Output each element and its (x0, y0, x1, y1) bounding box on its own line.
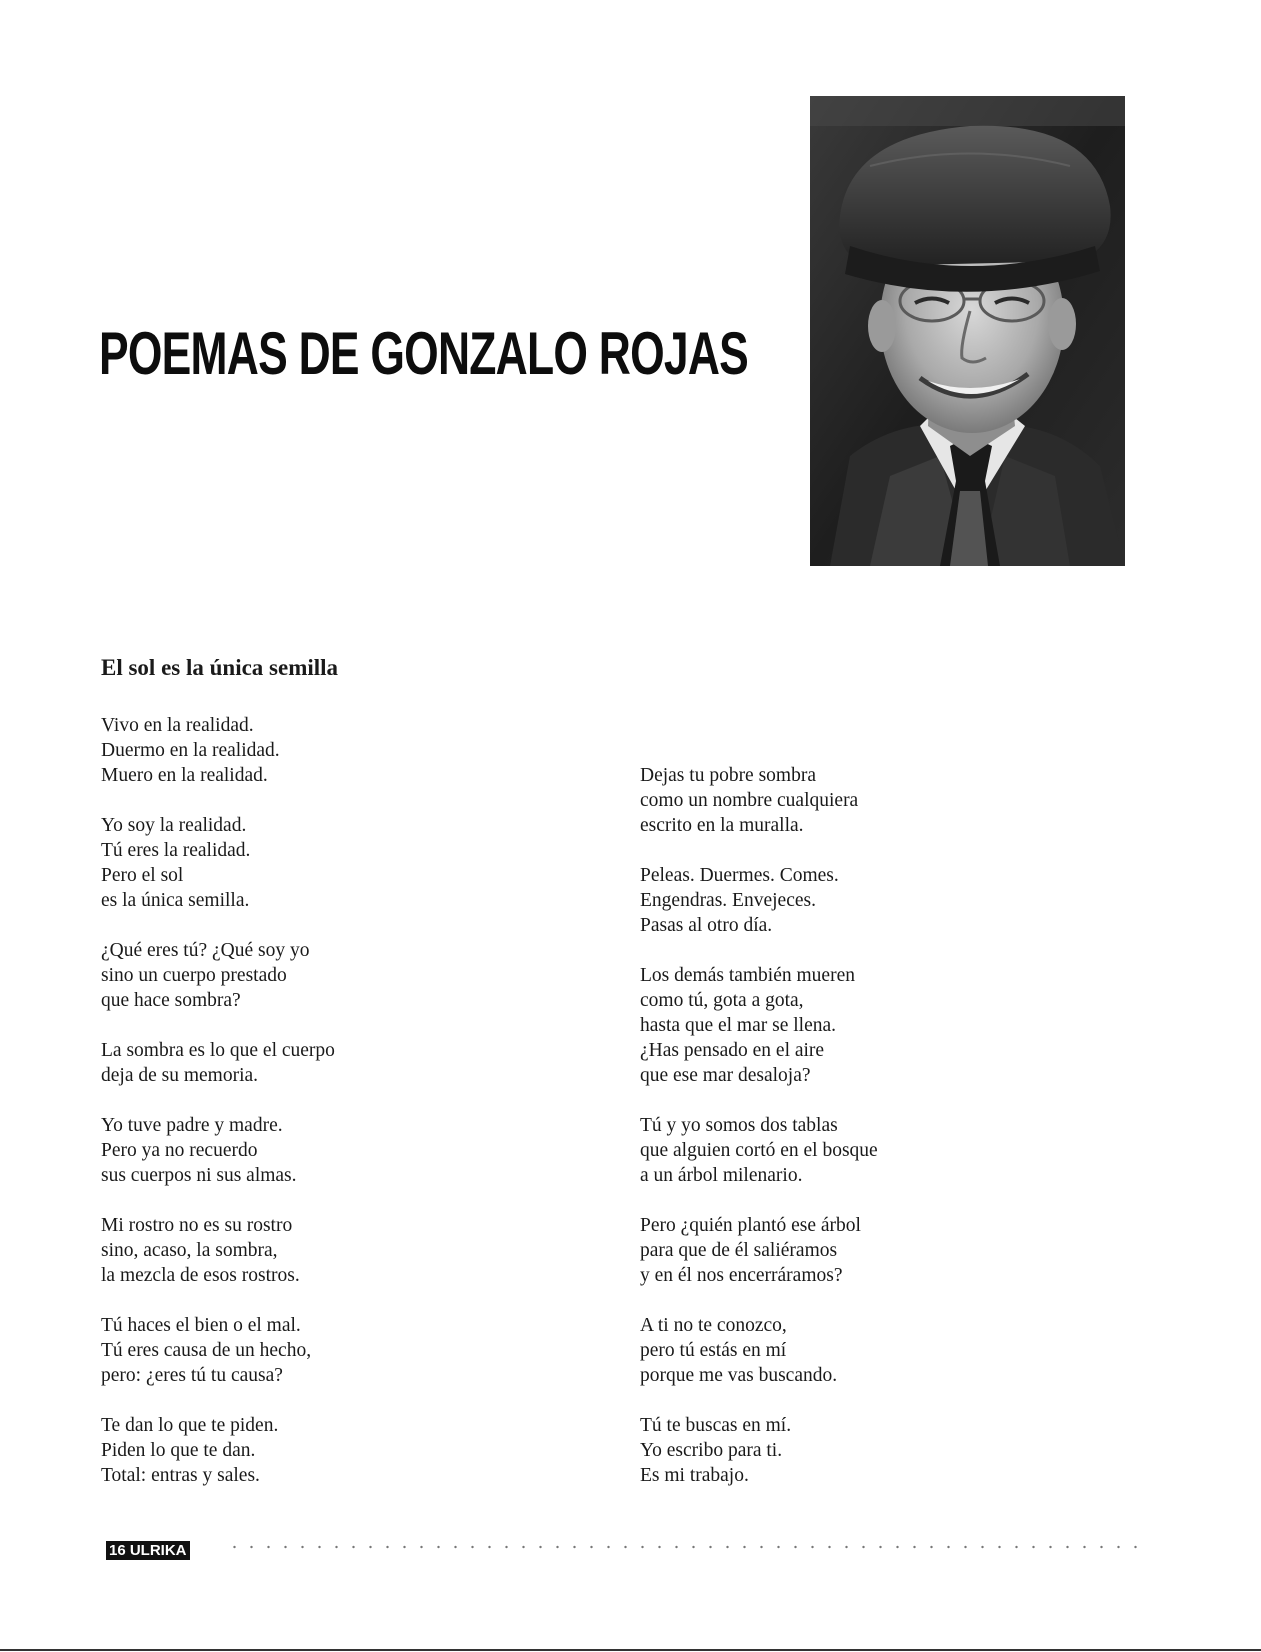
verse-line: Pero ya no recuerdo (101, 1140, 258, 1161)
poem-column-right (640, 763, 878, 1513)
verse-line: escrito en la muralla. (640, 815, 804, 836)
verse-line: que alguien cortó en el bosque (640, 1140, 878, 1161)
verse-line: pero tú estás en mí (640, 1340, 787, 1361)
verse-line: y en él nos encerráramos? (640, 1265, 843, 1286)
verse-line: Pasas al otro día. (640, 915, 773, 936)
stanza (640, 1313, 878, 1388)
verse-line: deja de su memoria. (101, 1065, 259, 1086)
poem-title: El sol es la única semilla (101, 655, 339, 680)
stanza (101, 813, 335, 913)
stanza (101, 1113, 335, 1188)
verse-line: Pero ¿quién plantó ese árbol (640, 1215, 861, 1236)
page-bottom-rule (0, 1649, 1261, 1651)
verse-line: Te dan lo que te piden. (101, 1415, 279, 1436)
portrait-photo-icon (810, 96, 1125, 566)
verse-line: Dejas tu pobre sombra (640, 765, 816, 786)
verse-line: Los demás también mueren (640, 965, 855, 986)
stanza (101, 938, 335, 1013)
stanza (640, 1213, 878, 1288)
stanza (640, 763, 878, 838)
verse-line: Yo escribo para ti. (640, 1440, 783, 1461)
poem-column-left (101, 713, 335, 1513)
stanza (101, 1313, 335, 1388)
verse-line: Vivo en la realidad. (101, 715, 254, 736)
verse-line: Es mi trabajo. (640, 1465, 749, 1486)
verse-line: Mi rostro no es su rostro (101, 1215, 293, 1236)
stanza (101, 713, 335, 788)
verse-line: pero: ¿eres tú tu causa? (101, 1365, 283, 1386)
stanza (640, 963, 878, 1088)
verse-line: A ti no te conozco, (640, 1315, 787, 1336)
verse-line: es la única semilla. (101, 890, 250, 911)
verse-line: Peleas. Duermes. Comes. (640, 865, 839, 886)
verse-line: como tú, gota a gota, (640, 990, 804, 1011)
page-footer (106, 1541, 1151, 1561)
verse-line: Muero en la realidad. (101, 765, 268, 786)
verse-line: para que de él saliéramos (640, 1240, 838, 1261)
portrait-photo (810, 96, 1125, 566)
verse-line: Tú eres causa de un hecho, (101, 1340, 312, 1361)
verse-line: Total: entras y sales. (101, 1465, 260, 1486)
stanza (640, 1113, 878, 1188)
page-number-badge: 16 ULRIKA (106, 1541, 190, 1560)
verse-line: que hace sombra? (101, 990, 241, 1011)
verse-line: Piden lo que te dan. (101, 1440, 256, 1461)
stanza (101, 1213, 335, 1288)
stanza (101, 1413, 335, 1488)
verse-line: Pero el sol (101, 865, 184, 886)
verse-line: Tú haces el bien o el mal. (101, 1315, 301, 1336)
verse-line: porque me vas buscando. (640, 1365, 838, 1386)
verse-line: Yo soy la realidad. (101, 815, 247, 836)
verse-line: Engendras. Envejeces. (640, 890, 816, 911)
verse-line: La sombra es lo que el cuerpo (101, 1040, 335, 1061)
verse-line: a un árbol milenario. (640, 1165, 803, 1186)
verse-line: Tú y yo somos dos tablas (640, 1115, 838, 1136)
verse-line: Yo tuve padre y madre. (101, 1115, 283, 1136)
verse-line: hasta que el mar se llena. (640, 1015, 836, 1036)
verse-line: sus cuerpos ni sus almas. (101, 1165, 297, 1186)
verse-line: la mezcla de esos rostros. (101, 1265, 300, 1286)
verse-line: sino, acaso, la sombra, (101, 1240, 278, 1261)
verse-line: Duermo en la realidad. (101, 740, 280, 761)
dotted-rule (226, 1545, 1151, 1549)
verse-line: ¿Qué eres tú? ¿Qué soy yo (101, 940, 310, 961)
stanza (640, 863, 878, 938)
stanza (101, 1038, 335, 1088)
verse-line: que ese mar desaloja? (640, 1065, 811, 1086)
stanza (640, 1413, 878, 1488)
verse-line: Tú te buscas en mí. (640, 1415, 792, 1436)
verse-line: sino un cuerpo prestado (101, 965, 287, 986)
page-title: POEMAS DE GONZALO ROJAS (99, 320, 749, 387)
verse-line: como un nombre cualquiera (640, 790, 859, 811)
verse-line: Tú eres la realidad. (101, 840, 251, 861)
verse-line: ¿Has pensado en el aire (640, 1040, 825, 1061)
